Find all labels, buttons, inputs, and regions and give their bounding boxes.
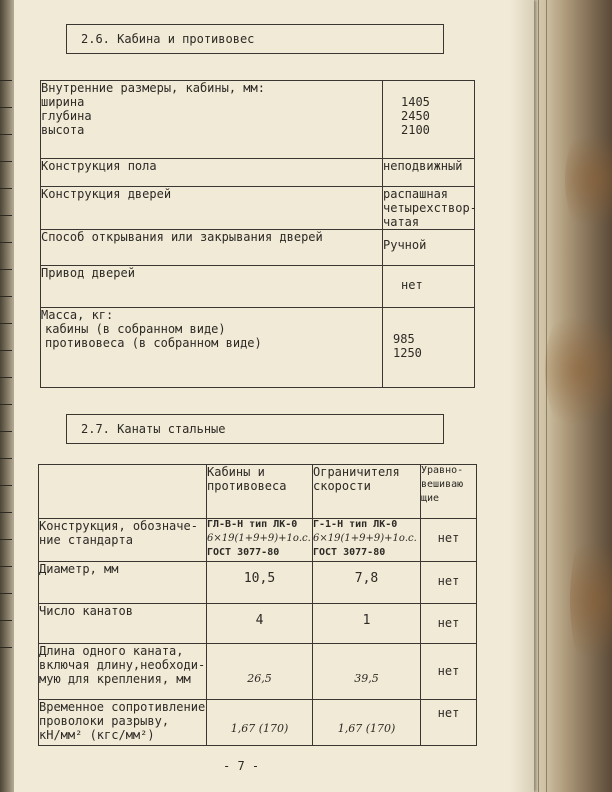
compensating-rope-value bbox=[421, 604, 477, 644]
compensating-rope-value bbox=[421, 644, 477, 700]
section-header-26 bbox=[66, 24, 444, 54]
cell-line: ние стандарта bbox=[39, 533, 133, 547]
row-value bbox=[383, 308, 475, 388]
table-row bbox=[41, 266, 475, 308]
row-value bbox=[383, 266, 475, 308]
section-header-27 bbox=[66, 414, 444, 444]
cell-line: нет bbox=[437, 664, 460, 678]
cabin-rope-value bbox=[207, 604, 313, 644]
cabin-rope-value bbox=[207, 519, 313, 562]
header-row bbox=[39, 465, 477, 519]
governor-rope-value bbox=[313, 644, 421, 700]
cell-line: 1250 bbox=[393, 346, 422, 360]
table-row bbox=[39, 562, 477, 604]
row-label bbox=[39, 519, 207, 562]
row-label bbox=[39, 604, 207, 644]
compensating-rope-value bbox=[421, 562, 477, 604]
row-label bbox=[41, 308, 383, 388]
cell-line: Временное сопротивление bbox=[39, 700, 206, 714]
cell-line: 985 bbox=[393, 332, 415, 346]
cell-line: Конструкция, обозначе- bbox=[39, 519, 198, 533]
cell-line: Ручной bbox=[383, 238, 427, 252]
cell-line: Способ открывания или закрывания дверей bbox=[41, 230, 323, 244]
cell-line: Внутренние размеры, кабины, мм: bbox=[41, 81, 265, 95]
governor-rope-value bbox=[313, 604, 421, 644]
cell-line: Ограничителя bbox=[313, 465, 400, 479]
cell-line: нет bbox=[437, 706, 460, 720]
cabin-rope-value bbox=[207, 644, 313, 700]
compensating-rope-value bbox=[421, 519, 477, 562]
row-value bbox=[383, 230, 475, 266]
row-label bbox=[41, 159, 383, 187]
table-row bbox=[39, 604, 477, 644]
cell-line: 1,67 (170) bbox=[337, 722, 396, 735]
cell-line: кН/мм² (кгс/мм²) bbox=[39, 728, 155, 742]
cell-line: 7,8 bbox=[354, 571, 379, 586]
cell-line: ГОСТ 3077-80 bbox=[207, 547, 280, 558]
cell-line: Длина одного каната, bbox=[39, 644, 184, 658]
ropes-table bbox=[38, 464, 477, 746]
cell-line: 39,5 bbox=[354, 672, 379, 685]
cell-line: нет bbox=[401, 278, 423, 292]
cell-line: Кабины и bbox=[207, 465, 265, 479]
cell-line: ГОСТ 3077-80 bbox=[313, 547, 386, 558]
cell-line: противовеса bbox=[207, 479, 287, 493]
cell-line: Диаметр, мм bbox=[39, 562, 119, 576]
cell-line: 6×19(1+9+9)+1о.с. bbox=[313, 533, 417, 544]
cabin-rope-value bbox=[207, 700, 313, 746]
compensating-rope-value bbox=[421, 700, 477, 746]
row-label bbox=[41, 266, 383, 308]
cell-line: скорости bbox=[313, 479, 371, 493]
governor-rope-value bbox=[313, 562, 421, 604]
cell-line: нет bbox=[437, 616, 460, 630]
table-row bbox=[41, 159, 475, 187]
row-label bbox=[39, 700, 207, 746]
table-row bbox=[39, 519, 477, 562]
table-row bbox=[41, 187, 475, 230]
cell-line: Конструкция пола bbox=[41, 159, 157, 173]
cell-line: 6×19(1+9+9)+1о.с. bbox=[207, 533, 311, 544]
row-label bbox=[41, 230, 383, 266]
column-header bbox=[313, 465, 421, 519]
cell-line: Число канатов bbox=[39, 604, 133, 618]
cell-line: неподвижный bbox=[383, 159, 463, 173]
cell-line: Масса, кг: bbox=[41, 308, 114, 322]
cell-line: глубина bbox=[41, 109, 92, 123]
table-row bbox=[39, 644, 477, 700]
table-row bbox=[41, 230, 475, 266]
cell-line: 2450 bbox=[401, 109, 430, 123]
cell-line: вешиваю bbox=[421, 479, 464, 490]
cell-line: проволоки разрыву, bbox=[39, 714, 170, 728]
cell-line bbox=[393, 318, 474, 332]
governor-rope-value bbox=[313, 519, 421, 562]
row-value bbox=[383, 159, 475, 187]
cell-line: 1,67 (170) bbox=[230, 722, 289, 735]
cell-line: 10,5 bbox=[243, 571, 276, 586]
cell-line bbox=[401, 81, 474, 95]
table-row bbox=[41, 308, 475, 388]
cell-line: нет bbox=[437, 574, 460, 588]
cell-line: ширина bbox=[41, 95, 85, 109]
column-header bbox=[39, 465, 207, 519]
cell-line: 4 bbox=[255, 613, 264, 628]
cell-line: четырехствор- bbox=[383, 201, 477, 215]
cell-line: распашная bbox=[383, 187, 449, 201]
row-value bbox=[383, 81, 475, 159]
cell-line: противовеса (в собранном виде) bbox=[45, 336, 262, 350]
row-value bbox=[383, 187, 475, 230]
table-row bbox=[41, 81, 475, 159]
cell-line: ГЛ-В-Н тип ЛК-0 bbox=[207, 519, 298, 530]
cell-line: включая длину,необходи- bbox=[39, 658, 206, 672]
row-label bbox=[41, 187, 383, 230]
row-label bbox=[39, 562, 207, 604]
cell-line: Г-1-Н тип ЛК-0 bbox=[313, 519, 398, 530]
document-page bbox=[14, 0, 534, 792]
cell-line: Конструкция дверей bbox=[41, 187, 172, 201]
cell-line: нет bbox=[437, 531, 460, 545]
row-label bbox=[41, 81, 383, 159]
cell-line: Уравно- bbox=[421, 465, 464, 476]
cabin-rope-value bbox=[207, 562, 313, 604]
cell-line: Привод дверей bbox=[41, 266, 135, 280]
cell-line: 1405 bbox=[401, 95, 430, 109]
cell-line: щие bbox=[421, 493, 440, 504]
cabin-table bbox=[40, 80, 475, 388]
cell-line: высота bbox=[41, 123, 85, 137]
page-number: - 7 - bbox=[223, 759, 260, 773]
column-header bbox=[207, 465, 313, 519]
section-title: 2.6. Кабина и противовес bbox=[81, 32, 255, 46]
table-row bbox=[39, 700, 477, 746]
cell-line: 1 bbox=[362, 613, 371, 628]
cell-line: 2100 bbox=[401, 123, 430, 137]
cell-line: мую для крепления, мм bbox=[39, 672, 191, 686]
row-label bbox=[39, 644, 207, 700]
cell-line: кабины (в собранном виде) bbox=[45, 322, 226, 336]
governor-rope-value bbox=[313, 700, 421, 746]
cell-line: чатая bbox=[383, 215, 420, 229]
section-title: 2.7. Канаты стальные bbox=[81, 422, 226, 436]
column-header bbox=[421, 465, 477, 519]
binder-tabs bbox=[0, 80, 12, 720]
cell-line: 26,5 bbox=[247, 672, 272, 685]
